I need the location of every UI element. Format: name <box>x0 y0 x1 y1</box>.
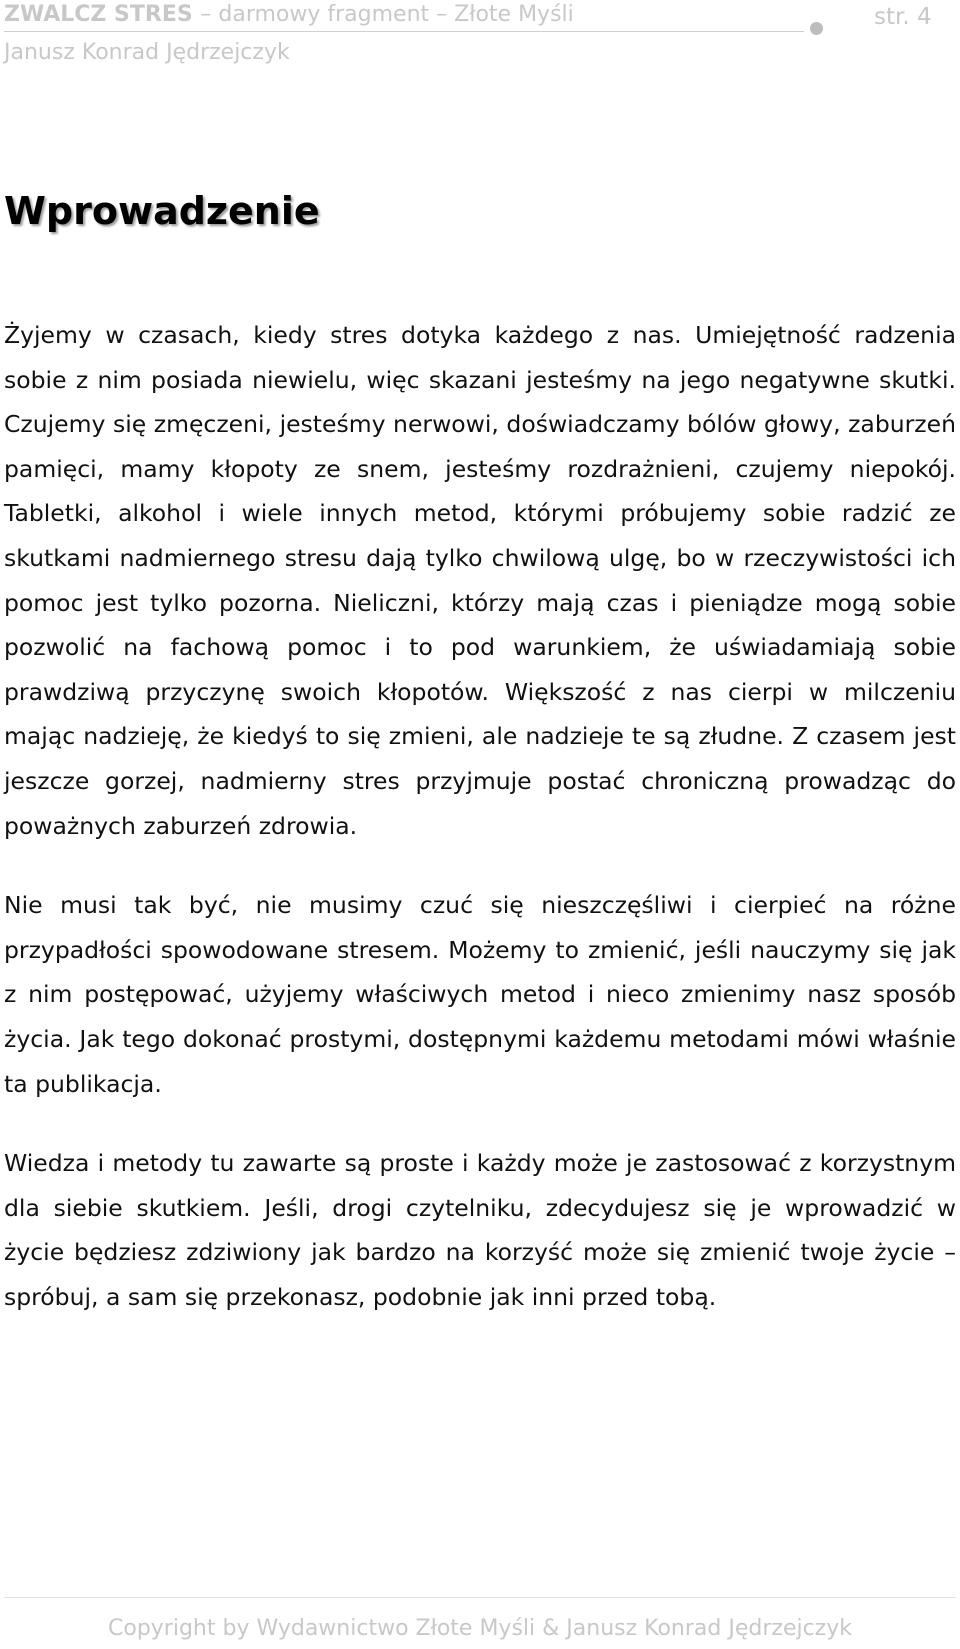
book-author: Janusz Konrad Jędrzejczyk <box>4 40 290 65</box>
book-title-main: ZWALCZ STRES <box>4 2 193 27</box>
section-heading: Wprowadzenie <box>4 189 320 233</box>
paragraph-3: Wiedza i metody tu zawarte są proste i każdy może je zastosować z korzystnym dla siebie skutkiem. Jeśli, drogi czytelniku, zdecydujesz się je wprowadzić w życie będziesz zdziwiony jak bardzo na korzyść może się zmienić twoje życie – spróbuj, a sam się przekonasz, podobnie jak inni przed tobą. <box>4 1149 956 1311</box>
page-number: str. 4 <box>874 4 932 30</box>
page-header <box>0 0 960 80</box>
book-title-sub: – darmowy fragment – Złote Myśli <box>200 2 574 27</box>
bullet-dot-icon <box>810 22 823 35</box>
body-text <box>4 313 956 1319</box>
paragraph-2: Nie musi tak być, nie musimy czuć się nieszczęśliwi i cierpieć na różne przypadłości spowodowane stresem. Możemy to zmienić, jeśli nauczymy się jak z nim postępować, użyjemy właściwych metod i nieco zmienimy nasz sposób życia. Jak tego dokonać prostymi, dostępnymi każdemu metodami mówi właśnie ta publikacja. <box>4 891 956 1098</box>
footer-copyright: Copyright by Wydawnictwo Złote Myśli & Janusz Konrad Jędrzejczyk <box>108 1616 852 1641</box>
paragraph-1: Żyjemy w czasach, kiedy stres dotyka każdego z nas. Umiejętność radzenia sobie z nim posiada niewielu, więc skazani jesteśmy na jego negatywne skutki. Czujemy się zmęczeni, jesteśmy nerwowi, doświadczamy bólów głowy, zaburzeń pamięci, mamy kłopoty ze snem, jesteśmy rozdrażnieni, czujemy niepokój. Tabletki, alkohol i wiele innych metod, którymi próbujemy sobie radzić ze skutkami nadmiernego stresu dają tylko chwilową ulgę, bo w rzeczywistości ich pomoc jest tylko pozorna. Nieliczni, którzy mają czas i pieniądze mogą sobie pozwolić na fachową pomoc i to pod warunkiem, że uświadamiają sobie prawdziwą przyczynę swoich kłopotów. Większość z nas cierpi w milczeniu mając nadzieję, że kiedyś to się zmieni, ale nadzieje te są złudne. Z czasem jest jeszcze gorzej, nadmierny stres przyjmuje postać chroniczną prowadząc do poważnych zaburzeń zdrowia. <box>4 321 956 840</box>
book-title <box>4 2 574 28</box>
header-divider <box>4 31 804 32</box>
footer-divider <box>4 1597 956 1598</box>
